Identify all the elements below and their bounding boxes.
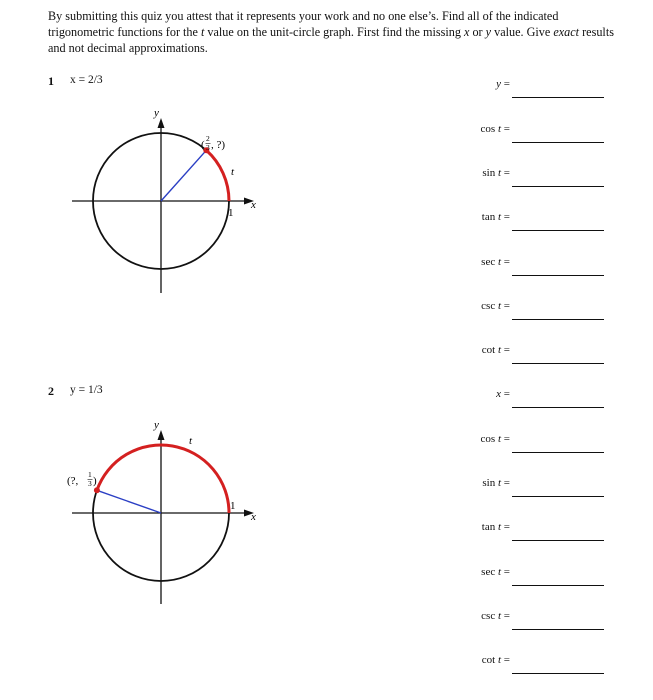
answer-label: tan t =	[481, 211, 510, 223]
instructions-y-var: y	[485, 25, 492, 39]
answer-row-cot	[440, 652, 610, 672]
point-fraction-num: 2	[206, 134, 210, 143]
y-axis-label: y	[154, 419, 159, 431]
x-axis-label: x	[251, 511, 256, 523]
answer-label: y =	[496, 78, 510, 90]
answer-blank[interactable]	[512, 452, 604, 453]
answer-blank[interactable]	[512, 407, 604, 408]
answer-label: cos t =	[480, 123, 510, 135]
answer-label: csc t =	[481, 300, 510, 312]
answer-row-sin	[440, 475, 610, 495]
problem-number: 1	[48, 74, 54, 88]
answer-blank[interactable]	[512, 585, 604, 586]
answer-blank[interactable]	[512, 673, 604, 674]
answer-label: csc t =	[481, 610, 510, 622]
answer-label: cot t =	[481, 654, 510, 666]
answer-blank[interactable]	[512, 540, 604, 541]
x-axis-label: x	[251, 199, 256, 211]
terminal-point	[94, 487, 100, 493]
point-label-open: (	[201, 139, 205, 151]
point-fraction-num: 1	[88, 470, 92, 479]
answer-label: sin t =	[482, 167, 510, 179]
answer-label: cos t =	[480, 433, 510, 445]
problem-given: y = 1/3	[70, 384, 103, 396]
answer-label: sin t =	[482, 477, 510, 489]
instructions-exact: exact	[553, 25, 580, 39]
answer-row-sec	[440, 564, 610, 584]
instructions-or: or	[469, 25, 486, 39]
answer-row-tan	[440, 519, 610, 539]
instructions-part1: By submitting this quiz you attest that it represents your work and no one else’s. Find all of the indicated trigonometric functions for the	[48, 9, 559, 39]
answer-row-cos	[440, 431, 610, 451]
point-fraction-den: 3	[88, 479, 92, 488]
instructions-part4: results and not decimal approximations.	[48, 25, 614, 55]
one-label: 1	[230, 500, 236, 512]
point-label-rest: )	[93, 475, 97, 487]
answer-row-csc	[440, 608, 610, 628]
answer-blank[interactable]	[512, 629, 604, 630]
instructions-part3: value. Give	[491, 25, 554, 39]
answer-label: cot t =	[481, 344, 510, 356]
arc-t	[97, 445, 229, 513]
y-axis-label: y	[154, 107, 159, 119]
point-label-rest: , ?)	[211, 139, 226, 151]
y-axis-arrow	[158, 430, 165, 440]
answer-blank[interactable]	[512, 496, 604, 497]
problem-number: 2	[48, 384, 54, 398]
instructions-t-var: t	[200, 25, 205, 39]
answer-label: tan t =	[481, 521, 510, 533]
point-fraction-den: 3	[206, 143, 210, 152]
answer-label: sec t =	[481, 566, 510, 578]
answer-row-x	[440, 386, 610, 406]
point-label-open: (?,	[67, 475, 79, 487]
one-label: 1	[228, 207, 234, 219]
answer-label: x =	[496, 388, 510, 400]
answer-label: sec t =	[481, 256, 510, 268]
instructions-x-var: x	[463, 25, 470, 39]
problem-given: x = 2/3	[70, 74, 103, 86]
arc-label: t	[189, 435, 193, 447]
instructions-part2: value on the unit-circle graph. First find the missing	[204, 25, 464, 39]
arc-label: t	[231, 166, 235, 178]
radius-line	[97, 490, 161, 513]
